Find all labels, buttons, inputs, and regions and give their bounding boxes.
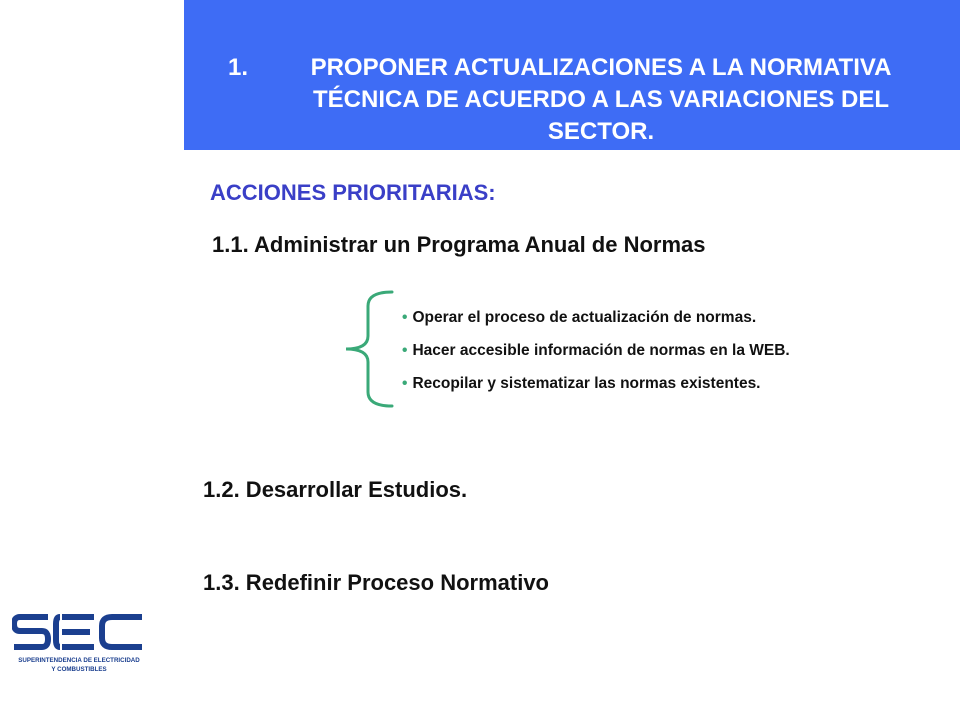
list-item: • Operar el proceso de actualización de normas. <box>402 309 757 326</box>
title-number: 1. <box>228 54 249 81</box>
action-item-1-2: 1.2. Desarrollar Estudios. <box>203 477 468 502</box>
slide-title <box>224 52 934 148</box>
svg-text:Y COMBUSTIBLES: Y COMBUSTIBLES <box>51 666 107 673</box>
action-item-1-3: 1.3. Redefinir Proceso Normativo <box>203 570 549 595</box>
section-heading: ACCIONES PRIORITARIAS: <box>210 180 496 205</box>
bullet-icon: • <box>402 375 408 392</box>
sub-action-list <box>402 301 790 400</box>
list-item: • Recopilar y sistematizar las normas existentes. <box>402 375 761 392</box>
list-item: • Hacer accesible información de normas en la WEB. <box>402 342 790 359</box>
bullet-icon: • <box>402 342 408 359</box>
curly-brace-icon <box>340 286 400 412</box>
bullet-icon: • <box>402 309 408 326</box>
sec-logo <box>12 614 146 676</box>
title-text: PROPONER ACTUALIZACIONES A LA NORMATIVA TÉCNICA DE ACUERDO A LAS VARIACIONES DEL SECTOR. <box>310 54 892 145</box>
header-band <box>184 0 960 150</box>
action-item-1-1: 1.1. Administrar un Programa Anual de Normas <box>212 232 706 257</box>
svg-text:SUPERINTENDENCIA DE ELECTRICID: SUPERINTENDENCIA DE ELECTRICIDAD <box>18 657 140 664</box>
